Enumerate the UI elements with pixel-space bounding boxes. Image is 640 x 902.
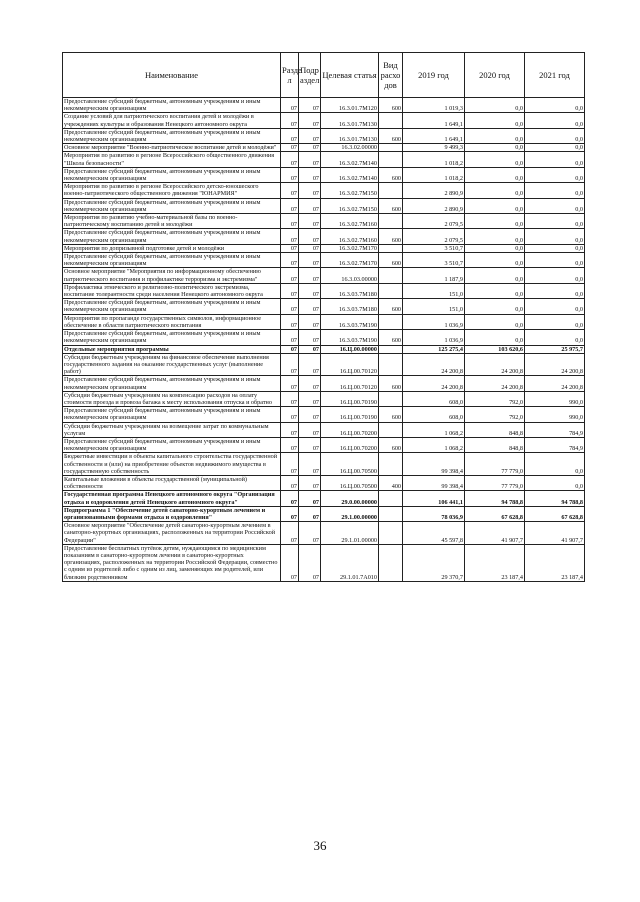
cell-2019: 2 079,5	[403, 214, 465, 229]
cell-section: 07	[281, 229, 299, 244]
cell-2021: 0,0	[525, 268, 585, 283]
table-row	[63, 475, 585, 490]
cell-name: Создание условий для патриотического воспитания детей и молодёжи в учреждениях культуры и образования Ненецкого автономного округа	[63, 113, 281, 128]
cell-2020: 0,0	[465, 314, 525, 329]
cell-target: 16.3.01.7М130	[321, 113, 379, 128]
cell-section: 07	[281, 198, 299, 213]
cell-type: 600	[379, 198, 403, 213]
cell-subsection: 07	[299, 128, 321, 143]
cell-type	[379, 353, 403, 376]
cell-2021: 0,0	[525, 229, 585, 244]
cell-2019: 608,0	[403, 391, 465, 406]
cell-target: 16.3.03.00000	[321, 268, 379, 283]
cell-name: Подпрограмма 1 "Обеспечение детей санаторно-курортным лечением и организованными формами отдыха и оздоровления"	[63, 506, 281, 521]
cell-target: 16.3.02.7М140	[321, 152, 379, 167]
cell-name: Отдельные мероприятия программы	[63, 345, 281, 353]
cell-2020: 0,0	[465, 128, 525, 143]
cell-target: 16.Ц.00.70120	[321, 353, 379, 376]
cell-2021: 990,0	[525, 407, 585, 422]
cell-section: 07	[281, 253, 299, 268]
cell-2021: 41 907,7	[525, 522, 585, 545]
table-row	[63, 128, 585, 143]
cell-section: 07	[281, 167, 299, 182]
cell-subsection: 07	[299, 376, 321, 391]
cell-type: 600	[379, 128, 403, 143]
table-row	[63, 268, 585, 283]
cell-section: 07	[281, 453, 299, 476]
cell-name: Основное мероприятие "Мероприятия по информационному обеспечению патриотического воспитания и профилактике терроризма и экстремизма"	[63, 268, 281, 283]
cell-type	[379, 345, 403, 353]
cell-section: 07	[281, 98, 299, 113]
cell-2021: 990,0	[525, 391, 585, 406]
cell-target: 16.3.03.7М180	[321, 283, 379, 298]
cell-type	[379, 152, 403, 167]
cell-subsection: 07	[299, 330, 321, 345]
cell-2020: 0,0	[465, 330, 525, 345]
cell-name: Основное мероприятие "Обеспечение детей санаторно-курортным лечением в санаторно-курортных организациях, расположенных на территории Российской Федерации"	[63, 522, 281, 545]
cell-subsection: 07	[299, 299, 321, 314]
table-row	[63, 98, 585, 113]
cell-name: Мероприятия по допризывной подготовке детей и молодёжи	[63, 244, 281, 252]
cell-2020: 41 907,7	[465, 522, 525, 545]
cell-name: Предоставление субсидий бюджетным, автономным учреждениям и иным некоммерческим организациям	[63, 229, 281, 244]
cell-2019: 1 649,1	[403, 128, 465, 143]
header-2021: 2021 год	[525, 53, 585, 98]
cell-2021: 0,0	[525, 198, 585, 213]
cell-subsection: 07	[299, 183, 321, 198]
cell-type: 600	[379, 299, 403, 314]
cell-2020: 0,0	[465, 198, 525, 213]
table-row	[63, 522, 585, 545]
cell-target: 16.3.02.00000	[321, 144, 379, 152]
cell-target: 16.3.03.7М190	[321, 314, 379, 329]
table-row	[63, 437, 585, 452]
cell-target: 16.3.03.7М180	[321, 299, 379, 314]
cell-2019: 1 036,9	[403, 314, 465, 329]
cell-2021: 0,0	[525, 113, 585, 128]
header-section: Разде л	[281, 53, 299, 98]
cell-2019: 1 018,2	[403, 152, 465, 167]
cell-subsection: 07	[299, 198, 321, 213]
cell-2020: 77 779,0	[465, 475, 525, 490]
cell-target: 16.Ц.00.70500	[321, 453, 379, 476]
cell-subsection: 07	[299, 214, 321, 229]
cell-2021: 0,0	[525, 453, 585, 476]
cell-target: 16.3.02.7М150	[321, 198, 379, 213]
cell-target: 16.Ц.00.70500	[321, 475, 379, 490]
cell-subsection: 07	[299, 268, 321, 283]
cell-target: 16.3.02.7М160	[321, 229, 379, 244]
cell-type: 400	[379, 475, 403, 490]
cell-2021: 24 200,8	[525, 353, 585, 376]
cell-2019: 1 068,2	[403, 437, 465, 452]
cell-subsection: 07	[299, 244, 321, 252]
table-row	[63, 198, 585, 213]
cell-2020: 23 187,4	[465, 544, 525, 581]
cell-section: 07	[281, 475, 299, 490]
cell-type: 600	[379, 407, 403, 422]
table-row	[63, 244, 585, 252]
table-body	[63, 98, 585, 582]
cell-section: 07	[281, 152, 299, 167]
cell-2021: 0,0	[525, 475, 585, 490]
table-row	[63, 391, 585, 406]
cell-target: 16.3.02.7М140	[321, 167, 379, 182]
cell-2021: 784,9	[525, 422, 585, 437]
cell-section: 07	[281, 376, 299, 391]
cell-2019: 99 398,4	[403, 475, 465, 490]
cell-2020: 67 628,8	[465, 506, 525, 521]
budget-table	[62, 52, 585, 582]
cell-subsection: 07	[299, 345, 321, 353]
table-row	[63, 167, 585, 182]
cell-2020: 94 788,8	[465, 491, 525, 506]
cell-2019: 608,0	[403, 407, 465, 422]
cell-2021: 24 200,8	[525, 376, 585, 391]
cell-2021: 94 788,8	[525, 491, 585, 506]
cell-section: 07	[281, 353, 299, 376]
cell-type	[379, 391, 403, 406]
cell-section: 07	[281, 299, 299, 314]
cell-section: 07	[281, 506, 299, 521]
cell-type: 600	[379, 229, 403, 244]
cell-2019: 9 499,3	[403, 144, 465, 152]
cell-2019: 1 187,9	[403, 268, 465, 283]
cell-subsection: 07	[299, 353, 321, 376]
cell-2021: 0,0	[525, 214, 585, 229]
cell-target: 16.Ц.00.70200	[321, 437, 379, 452]
cell-type	[379, 522, 403, 545]
cell-2020: 0,0	[465, 268, 525, 283]
cell-2019: 151,0	[403, 283, 465, 298]
cell-2019: 3 510,7	[403, 253, 465, 268]
cell-2019: 2 890,9	[403, 183, 465, 198]
cell-2019: 45 597,8	[403, 522, 465, 545]
cell-name: Основное мероприятие "Военно-патриотическое воспитание детей и молодёжи"	[63, 144, 281, 152]
table-row	[63, 453, 585, 476]
cell-subsection: 07	[299, 113, 321, 128]
cell-2021: 0,0	[525, 283, 585, 298]
header-type: Вид расхо дов	[379, 53, 403, 98]
cell-name: Предоставление субсидий бюджетным, автономным учреждениям и иным некоммерческим организациям	[63, 330, 281, 345]
header-2020: 2020 год	[465, 53, 525, 98]
cell-type: 600	[379, 376, 403, 391]
cell-2019: 1 018,2	[403, 167, 465, 182]
cell-subsection: 07	[299, 391, 321, 406]
cell-section: 07	[281, 128, 299, 143]
table-row	[63, 283, 585, 298]
table-row	[63, 229, 585, 244]
cell-section: 07	[281, 345, 299, 353]
table-row	[63, 330, 585, 345]
cell-2021: 23 187,4	[525, 544, 585, 581]
header-2019: 2019 год	[403, 53, 465, 98]
cell-type	[379, 314, 403, 329]
cell-subsection: 07	[299, 437, 321, 452]
cell-2020: 0,0	[465, 98, 525, 113]
cell-2021: 0,0	[525, 330, 585, 345]
cell-type: 600	[379, 98, 403, 113]
cell-subsection: 07	[299, 253, 321, 268]
cell-name: Субсидии бюджетным учреждениям на компенсацию расходов на оплату стоимости проезда и провоза багажа к месту использования отпуска и обратно	[63, 391, 281, 406]
cell-section: 07	[281, 183, 299, 198]
cell-2021: 25 975,7	[525, 345, 585, 353]
table-row	[63, 506, 585, 521]
table-row	[63, 152, 585, 167]
cell-2021: 0,0	[525, 152, 585, 167]
cell-name: Предоставление субсидий бюджетным, автономным учреждениям и иным некоммерческим организациям	[63, 299, 281, 314]
cell-name: Предоставление субсидий бюджетным, автономным учреждениям и иным некоммерческим организациям	[63, 198, 281, 213]
cell-section: 07	[281, 244, 299, 252]
cell-type	[379, 183, 403, 198]
cell-2021: 0,0	[525, 98, 585, 113]
cell-section: 07	[281, 330, 299, 345]
cell-target: 16.3.01.7М130	[321, 128, 379, 143]
cell-subsection: 07	[299, 152, 321, 167]
cell-target: 16.Ц.00.00000	[321, 345, 379, 353]
header-name: Наименование	[63, 53, 281, 98]
cell-section: 07	[281, 314, 299, 329]
cell-2019: 125 275,4	[403, 345, 465, 353]
cell-2019: 3 510,7	[403, 244, 465, 252]
cell-subsection: 07	[299, 475, 321, 490]
cell-2020: 24 200,8	[465, 353, 525, 376]
cell-name: Предоставление субсидий бюджетным, автономным учреждениям и иным некоммерческим организациям	[63, 437, 281, 452]
cell-2020: 0,0	[465, 167, 525, 182]
cell-target: 29.1.00.00000	[321, 506, 379, 521]
cell-section: 07	[281, 283, 299, 298]
cell-name: Предоставление субсидий бюджетным, автономным учреждениям и иным некоммерческим организациям	[63, 253, 281, 268]
cell-target: 16.Ц.00.70120	[321, 376, 379, 391]
table-row	[63, 544, 585, 581]
cell-type	[379, 453, 403, 476]
cell-2020: 0,0	[465, 244, 525, 252]
cell-section: 07	[281, 522, 299, 545]
cell-name: Бюджетные инвестиции в объекты капитального строительства государственной собственности и (или) на приобретение объектов недвижимого имущества в государственную собственность	[63, 453, 281, 476]
cell-target: 16.3.03.7М190	[321, 330, 379, 345]
cell-2020: 0,0	[465, 283, 525, 298]
cell-name: Государственная программа Ненецкого автономного округа "Организация отдыха и оздоровления детей Ненецкого автономного округа"	[63, 491, 281, 506]
cell-section: 07	[281, 391, 299, 406]
cell-2019: 2 890,9	[403, 198, 465, 213]
header-subsection: Подр аздел	[299, 53, 321, 98]
cell-2021: 784,9	[525, 437, 585, 452]
cell-2020: 103 620,6	[465, 345, 525, 353]
cell-section: 07	[281, 422, 299, 437]
cell-2019: 78 036,9	[403, 506, 465, 521]
cell-target: 16.Ц.00.70200	[321, 422, 379, 437]
cell-2020: 0,0	[465, 113, 525, 128]
cell-2020: 0,0	[465, 214, 525, 229]
cell-2020: 792,0	[465, 407, 525, 422]
table-header-row	[63, 53, 585, 98]
cell-type	[379, 506, 403, 521]
cell-name: Мероприятия по развитию в регионе Всероссийского общественного движения "Школа безопасности"	[63, 152, 281, 167]
cell-2020: 792,0	[465, 391, 525, 406]
cell-2020: 0,0	[465, 229, 525, 244]
cell-2019: 24 200,8	[403, 353, 465, 376]
cell-section: 07	[281, 407, 299, 422]
cell-2020: 0,0	[465, 144, 525, 152]
cell-name: Мероприятия по развитию в регионе Всероссийского детско-юношеского военно-патриотического общественного движения "ЮНАРМИЯ"	[63, 183, 281, 198]
cell-2021: 0,0	[525, 253, 585, 268]
cell-name: Предоставление субсидий бюджетным, автономным учреждениям и иным некоммерческим организациям	[63, 167, 281, 182]
cell-2021: 0,0	[525, 244, 585, 252]
cell-section: 07	[281, 113, 299, 128]
cell-subsection: 07	[299, 167, 321, 182]
cell-type	[379, 113, 403, 128]
cell-2020: 77 779,0	[465, 453, 525, 476]
cell-2020: 848,8	[465, 422, 525, 437]
cell-name: Предоставление бесплатных путёвок детям, нуждающимся по медицинским показаниям в санаторно-курортном лечении в санаторно-курортных организациях, расположенных на территории Российской Федерации, совместно с одним из родителей либо с одним из лиц, заменяющих им родителей, или близким родственником	[63, 544, 281, 581]
cell-section: 07	[281, 437, 299, 452]
cell-target: 16.3.01.7М120	[321, 98, 379, 113]
cell-type	[379, 422, 403, 437]
cell-type	[379, 283, 403, 298]
cell-type: 600	[379, 330, 403, 345]
cell-2021: 0,0	[525, 314, 585, 329]
cell-2020: 0,0	[465, 183, 525, 198]
cell-2019: 151,0	[403, 299, 465, 314]
cell-2019: 1 649,1	[403, 113, 465, 128]
cell-2019: 106 441,1	[403, 491, 465, 506]
cell-type	[379, 491, 403, 506]
table-row	[63, 113, 585, 128]
cell-target: 16.Ц.00.70190	[321, 407, 379, 422]
cell-2021: 0,0	[525, 144, 585, 152]
cell-subsection: 07	[299, 144, 321, 152]
page-number: 36	[313, 838, 327, 853]
cell-name: Капитальные вложения в объекты государственной (муниципальной) собственности	[63, 475, 281, 490]
table-row	[63, 314, 585, 329]
cell-target: 29.1.01.00000	[321, 522, 379, 545]
table-row	[63, 353, 585, 376]
cell-subsection: 07	[299, 98, 321, 113]
cell-section: 07	[281, 144, 299, 152]
cell-type: 600	[379, 437, 403, 452]
cell-name: Субсидии бюджетным учреждениям на финансовое обеспечение выполнения государственного задания на оказание государственных услуг (выполнение работ)	[63, 353, 281, 376]
cell-2021: 0,0	[525, 128, 585, 143]
cell-name: Профилактика этнического и религиозно-политического экстремизма, воспитание толерантности среди населения Ненецкого автономного округа	[63, 283, 281, 298]
cell-section: 07	[281, 544, 299, 581]
cell-2019: 29 370,7	[403, 544, 465, 581]
cell-subsection: 07	[299, 522, 321, 545]
table-row	[63, 253, 585, 268]
cell-target: 16.3.02.7М160	[321, 214, 379, 229]
header-target: Целевая статья	[321, 53, 379, 98]
cell-name: Предоставление субсидий бюджетным, автономным учреждениям и иным некоммерческим организациям	[63, 128, 281, 143]
cell-2019: 24 200,8	[403, 376, 465, 391]
cell-type	[379, 244, 403, 252]
table-row	[63, 345, 585, 353]
cell-target: 29.0.00.00000	[321, 491, 379, 506]
cell-name: Предоставление субсидий бюджетным, автономным учреждениям и иным некоммерческим организациям	[63, 376, 281, 391]
cell-subsection: 07	[299, 544, 321, 581]
table-row	[63, 299, 585, 314]
cell-subsection: 07	[299, 491, 321, 506]
cell-name: Мероприятия по развитию учебно-материальной базы по военно-патриотическому воспитанию детей и молодёжи	[63, 214, 281, 229]
cell-2019: 1 019,3	[403, 98, 465, 113]
cell-subsection: 07	[299, 422, 321, 437]
cell-type	[379, 214, 403, 229]
cell-2020: 0,0	[465, 152, 525, 167]
cell-2020: 0,0	[465, 253, 525, 268]
cell-2021: 0,0	[525, 167, 585, 182]
cell-2021: 0,0	[525, 183, 585, 198]
table-row	[63, 144, 585, 152]
table-row	[63, 183, 585, 198]
cell-type	[379, 544, 403, 581]
cell-2019: 99 398,4	[403, 453, 465, 476]
cell-subsection: 07	[299, 314, 321, 329]
cell-subsection: 07	[299, 506, 321, 521]
cell-2020: 24 200,8	[465, 376, 525, 391]
cell-subsection: 07	[299, 407, 321, 422]
cell-target: 16.3.02.7М170	[321, 253, 379, 268]
table-row	[63, 214, 585, 229]
cell-target: 16.3.02.7М170	[321, 244, 379, 252]
table-row	[63, 407, 585, 422]
cell-target: 16.3.02.7М150	[321, 183, 379, 198]
cell-section: 07	[281, 214, 299, 229]
cell-subsection: 07	[299, 453, 321, 476]
cell-name: Предоставление субсидий бюджетным, автономным учреждениям и иным некоммерческим организациям	[63, 407, 281, 422]
cell-name: Предоставление субсидий бюджетным, автономным учреждениям и иным некоммерческим организациям	[63, 98, 281, 113]
cell-name: Субсидии бюджетным учреждениям на возмещение затрат по коммунальным услугам	[63, 422, 281, 437]
cell-2020: 848,8	[465, 437, 525, 452]
cell-type	[379, 268, 403, 283]
cell-subsection: 07	[299, 283, 321, 298]
cell-target: 29.1.01.7А010	[321, 544, 379, 581]
cell-2019: 1 068,2	[403, 422, 465, 437]
cell-2020: 0,0	[465, 299, 525, 314]
cell-2019: 1 036,9	[403, 330, 465, 345]
table-row	[63, 491, 585, 506]
cell-section: 07	[281, 491, 299, 506]
cell-type: 600	[379, 253, 403, 268]
table-row	[63, 422, 585, 437]
cell-subsection: 07	[299, 229, 321, 244]
cell-2021: 67 628,8	[525, 506, 585, 521]
cell-section: 07	[281, 268, 299, 283]
cell-2019: 2 079,5	[403, 229, 465, 244]
cell-2021: 0,0	[525, 299, 585, 314]
cell-name: Мероприятия по пропаганде государственных символов, информационное обеспечение в области патриотического воспитания	[63, 314, 281, 329]
table-row	[63, 376, 585, 391]
cell-type	[379, 144, 403, 152]
cell-type: 600	[379, 167, 403, 182]
cell-target: 16.Ц.00.70190	[321, 391, 379, 406]
